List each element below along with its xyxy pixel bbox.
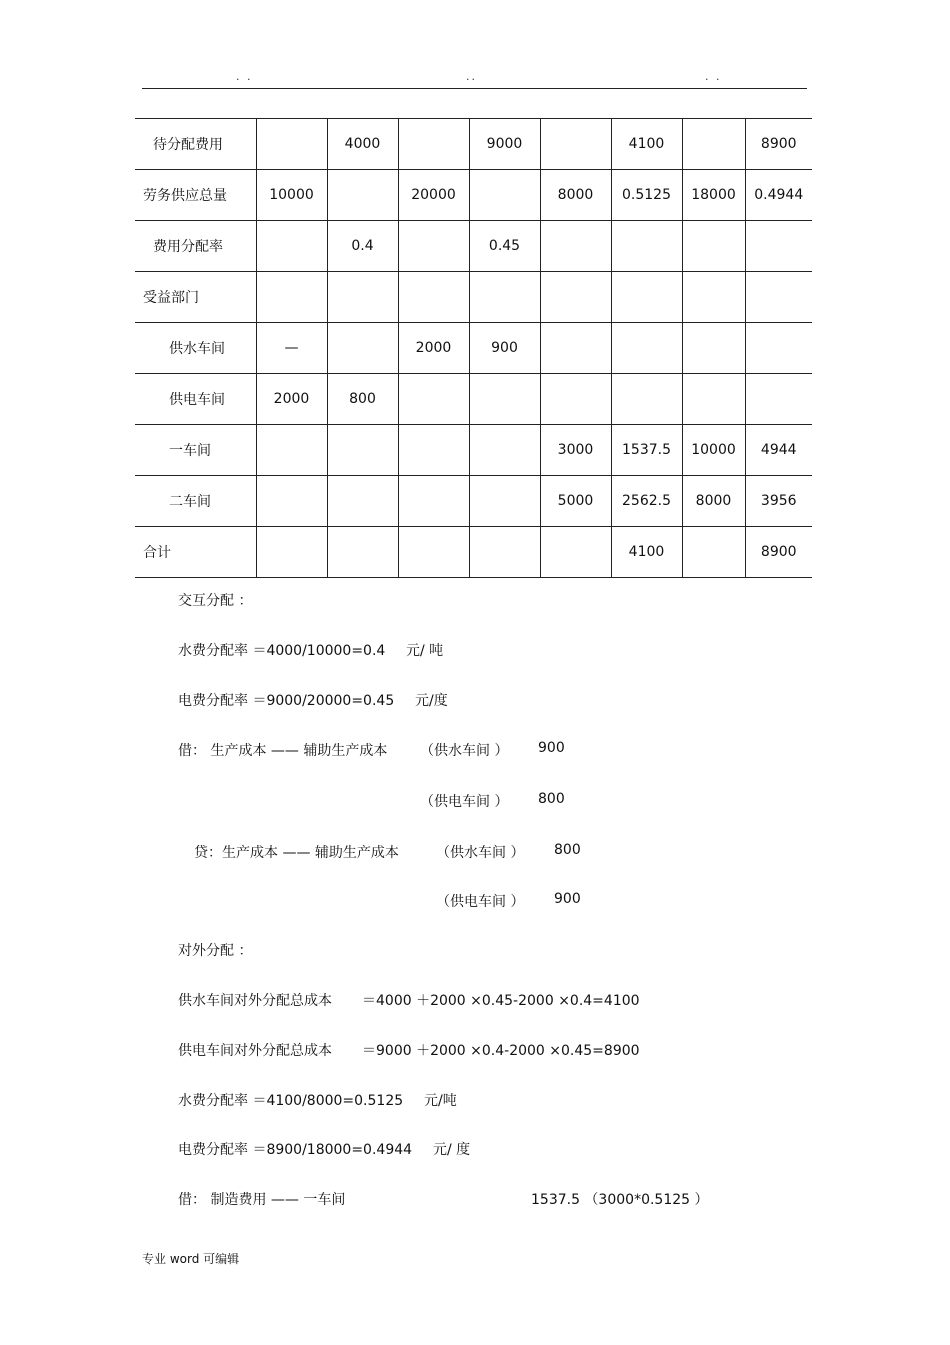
debit-entry-3-text: 借： 制造费用 —— 一车间: [178, 1192, 346, 1208]
table-cell: [327, 272, 398, 323]
power-rate-unit: 元/度: [415, 693, 448, 709]
table-row: [135, 323, 812, 374]
power-total-cost-label: 供电车间对外分配总成本: [178, 1043, 332, 1059]
external-water-rate-formula: 水费分配率 ＝4100/8000=0.5125: [178, 1093, 404, 1109]
table-cell: [398, 527, 469, 578]
external-power-rate-formula: 电费分配率 ＝8900/18000=0.4944: [178, 1142, 413, 1158]
table-cell: 10000: [682, 425, 745, 476]
power-rate-formula: 电费分配率 ＝9000/20000=0.45: [178, 693, 395, 709]
table-cell: 9000: [469, 119, 540, 170]
table-cell: 2000: [256, 374, 327, 425]
page-footer: 专业 word 可编辑: [142, 1252, 240, 1266]
table-cell: 4944: [745, 425, 812, 476]
table-cell: [540, 527, 611, 578]
table-row: [135, 221, 812, 272]
table-cell: [611, 323, 682, 374]
table-cell: [469, 527, 540, 578]
table-cell: 800: [327, 374, 398, 425]
row-label: 供电车间: [135, 374, 256, 425]
table-cell: 0.5125: [611, 170, 682, 221]
table-cell: [611, 221, 682, 272]
table-row: [135, 527, 812, 578]
external-allocation-title: 对外分配 ：: [178, 943, 253, 959]
table-cell: [256, 221, 327, 272]
table-cell: [398, 476, 469, 527]
debit-entry-2-dept: （供电车间 ）: [420, 794, 509, 810]
table-cell: [256, 425, 327, 476]
table-cell: 0.4944: [745, 170, 812, 221]
row-label: 待分配费用: [135, 119, 256, 170]
allocation-table: [135, 118, 812, 578]
header-marks-mid: ..: [466, 70, 477, 83]
table-cell: [682, 323, 745, 374]
table-cell: [398, 272, 469, 323]
table-cell: [256, 119, 327, 170]
table-cell: [327, 527, 398, 578]
table-cell: [611, 374, 682, 425]
table-cell: [611, 272, 682, 323]
credit-entry-2-amount: 900: [554, 891, 581, 907]
water-rate-formula: 水费分配率 ＝4000/10000=0.4: [178, 643, 386, 659]
table-cell: 4000: [327, 119, 398, 170]
table-cell: [469, 272, 540, 323]
table-cell: [540, 119, 611, 170]
row-label: 合计: [135, 527, 256, 578]
row-label: 受益部门: [135, 272, 256, 323]
table-cell: 8000: [540, 170, 611, 221]
debit-entry-3-amount: 1537.5 （3000*0.5125 ）: [531, 1192, 709, 1208]
row-label: 劳务供应总量: [135, 170, 256, 221]
table-row: [135, 425, 812, 476]
table-cell: [540, 374, 611, 425]
table-cell: —: [256, 323, 327, 374]
table-row: [135, 374, 812, 425]
header-marks-left: . .: [236, 70, 253, 83]
table-cell: 1537.5: [611, 425, 682, 476]
mutual-allocation-title: 交互分配 ：: [178, 593, 253, 609]
table-row: [135, 170, 812, 221]
table-cell: 2000: [398, 323, 469, 374]
water-total-cost-calc: ＝4000 ＋2000 ×0.45-2000 ×0.4=4100: [362, 993, 640, 1009]
table-cell: [745, 272, 812, 323]
row-label: 一车间: [135, 425, 256, 476]
water-total-cost-label: 供水车间对外分配总成本: [178, 993, 332, 1009]
table-cell: [256, 476, 327, 527]
table-cell: [469, 170, 540, 221]
credit-entry-1-dept: （供水车间 ）: [436, 845, 525, 861]
table-cell: [256, 527, 327, 578]
power-total-cost-calc: ＝9000 ＋2000 ×0.4-2000 ×0.45=8900: [362, 1043, 640, 1059]
table-cell: 0.45: [469, 221, 540, 272]
debit-entry-1-dept: （供水车间 ）: [420, 743, 509, 759]
table-cell: [327, 425, 398, 476]
allocation-table-body: [135, 119, 812, 578]
table-cell: 3000: [540, 425, 611, 476]
table-cell: 10000: [256, 170, 327, 221]
table-row: [135, 476, 812, 527]
header-marks-right: . .: [705, 70, 722, 83]
table-cell: 8000: [682, 476, 745, 527]
credit-entry-1-text: 贷：生产成本 —— 辅助生产成本: [194, 845, 399, 861]
table-cell: [327, 323, 398, 374]
table-cell: 900: [469, 323, 540, 374]
table-cell: [398, 374, 469, 425]
row-label: 费用分配率: [135, 221, 256, 272]
table-cell: [745, 323, 812, 374]
row-label: 二车间: [135, 476, 256, 527]
table-cell: [327, 476, 398, 527]
table-cell: [540, 221, 611, 272]
water-rate-unit: 元/ 吨: [406, 643, 444, 659]
table-cell: [682, 374, 745, 425]
table-cell: [682, 221, 745, 272]
table-cell: 2562.5: [611, 476, 682, 527]
table-row: [135, 119, 812, 170]
table-cell: [256, 272, 327, 323]
external-water-rate-unit: 元/吨: [424, 1093, 457, 1109]
table-cell: 8900: [745, 119, 812, 170]
header-rule: [142, 88, 807, 89]
table-row: [135, 272, 812, 323]
table-cell: [398, 425, 469, 476]
debit-entry-1-amount: 900: [538, 740, 565, 756]
debit-entry-1-text: 借： 生产成本 —— 辅助生产成本: [178, 743, 388, 759]
table-cell: 5000: [540, 476, 611, 527]
table-cell: [469, 425, 540, 476]
credit-entry-1-amount: 800: [554, 842, 581, 858]
table-cell: [398, 119, 469, 170]
table-cell: [682, 119, 745, 170]
table-cell: [745, 221, 812, 272]
debit-entry-2-amount: 800: [538, 791, 565, 807]
table-cell: [540, 323, 611, 374]
table-cell: 4100: [611, 527, 682, 578]
table-cell: 3956: [745, 476, 812, 527]
table-cell: [540, 272, 611, 323]
table-cell: [745, 374, 812, 425]
table-cell: 8900: [745, 527, 812, 578]
table-cell: [327, 170, 398, 221]
table-cell: [398, 221, 469, 272]
table-cell: 4100: [611, 119, 682, 170]
table-cell: 20000: [398, 170, 469, 221]
external-power-rate-unit: 元/ 度: [433, 1142, 471, 1158]
table-cell: [469, 374, 540, 425]
table-cell: [682, 527, 745, 578]
row-label: 供水车间: [135, 323, 256, 374]
credit-entry-2-dept: （供电车间 ）: [436, 894, 525, 910]
table-cell: [682, 272, 745, 323]
table-cell: 18000: [682, 170, 745, 221]
table-cell: [469, 476, 540, 527]
table-cell: 0.4: [327, 221, 398, 272]
